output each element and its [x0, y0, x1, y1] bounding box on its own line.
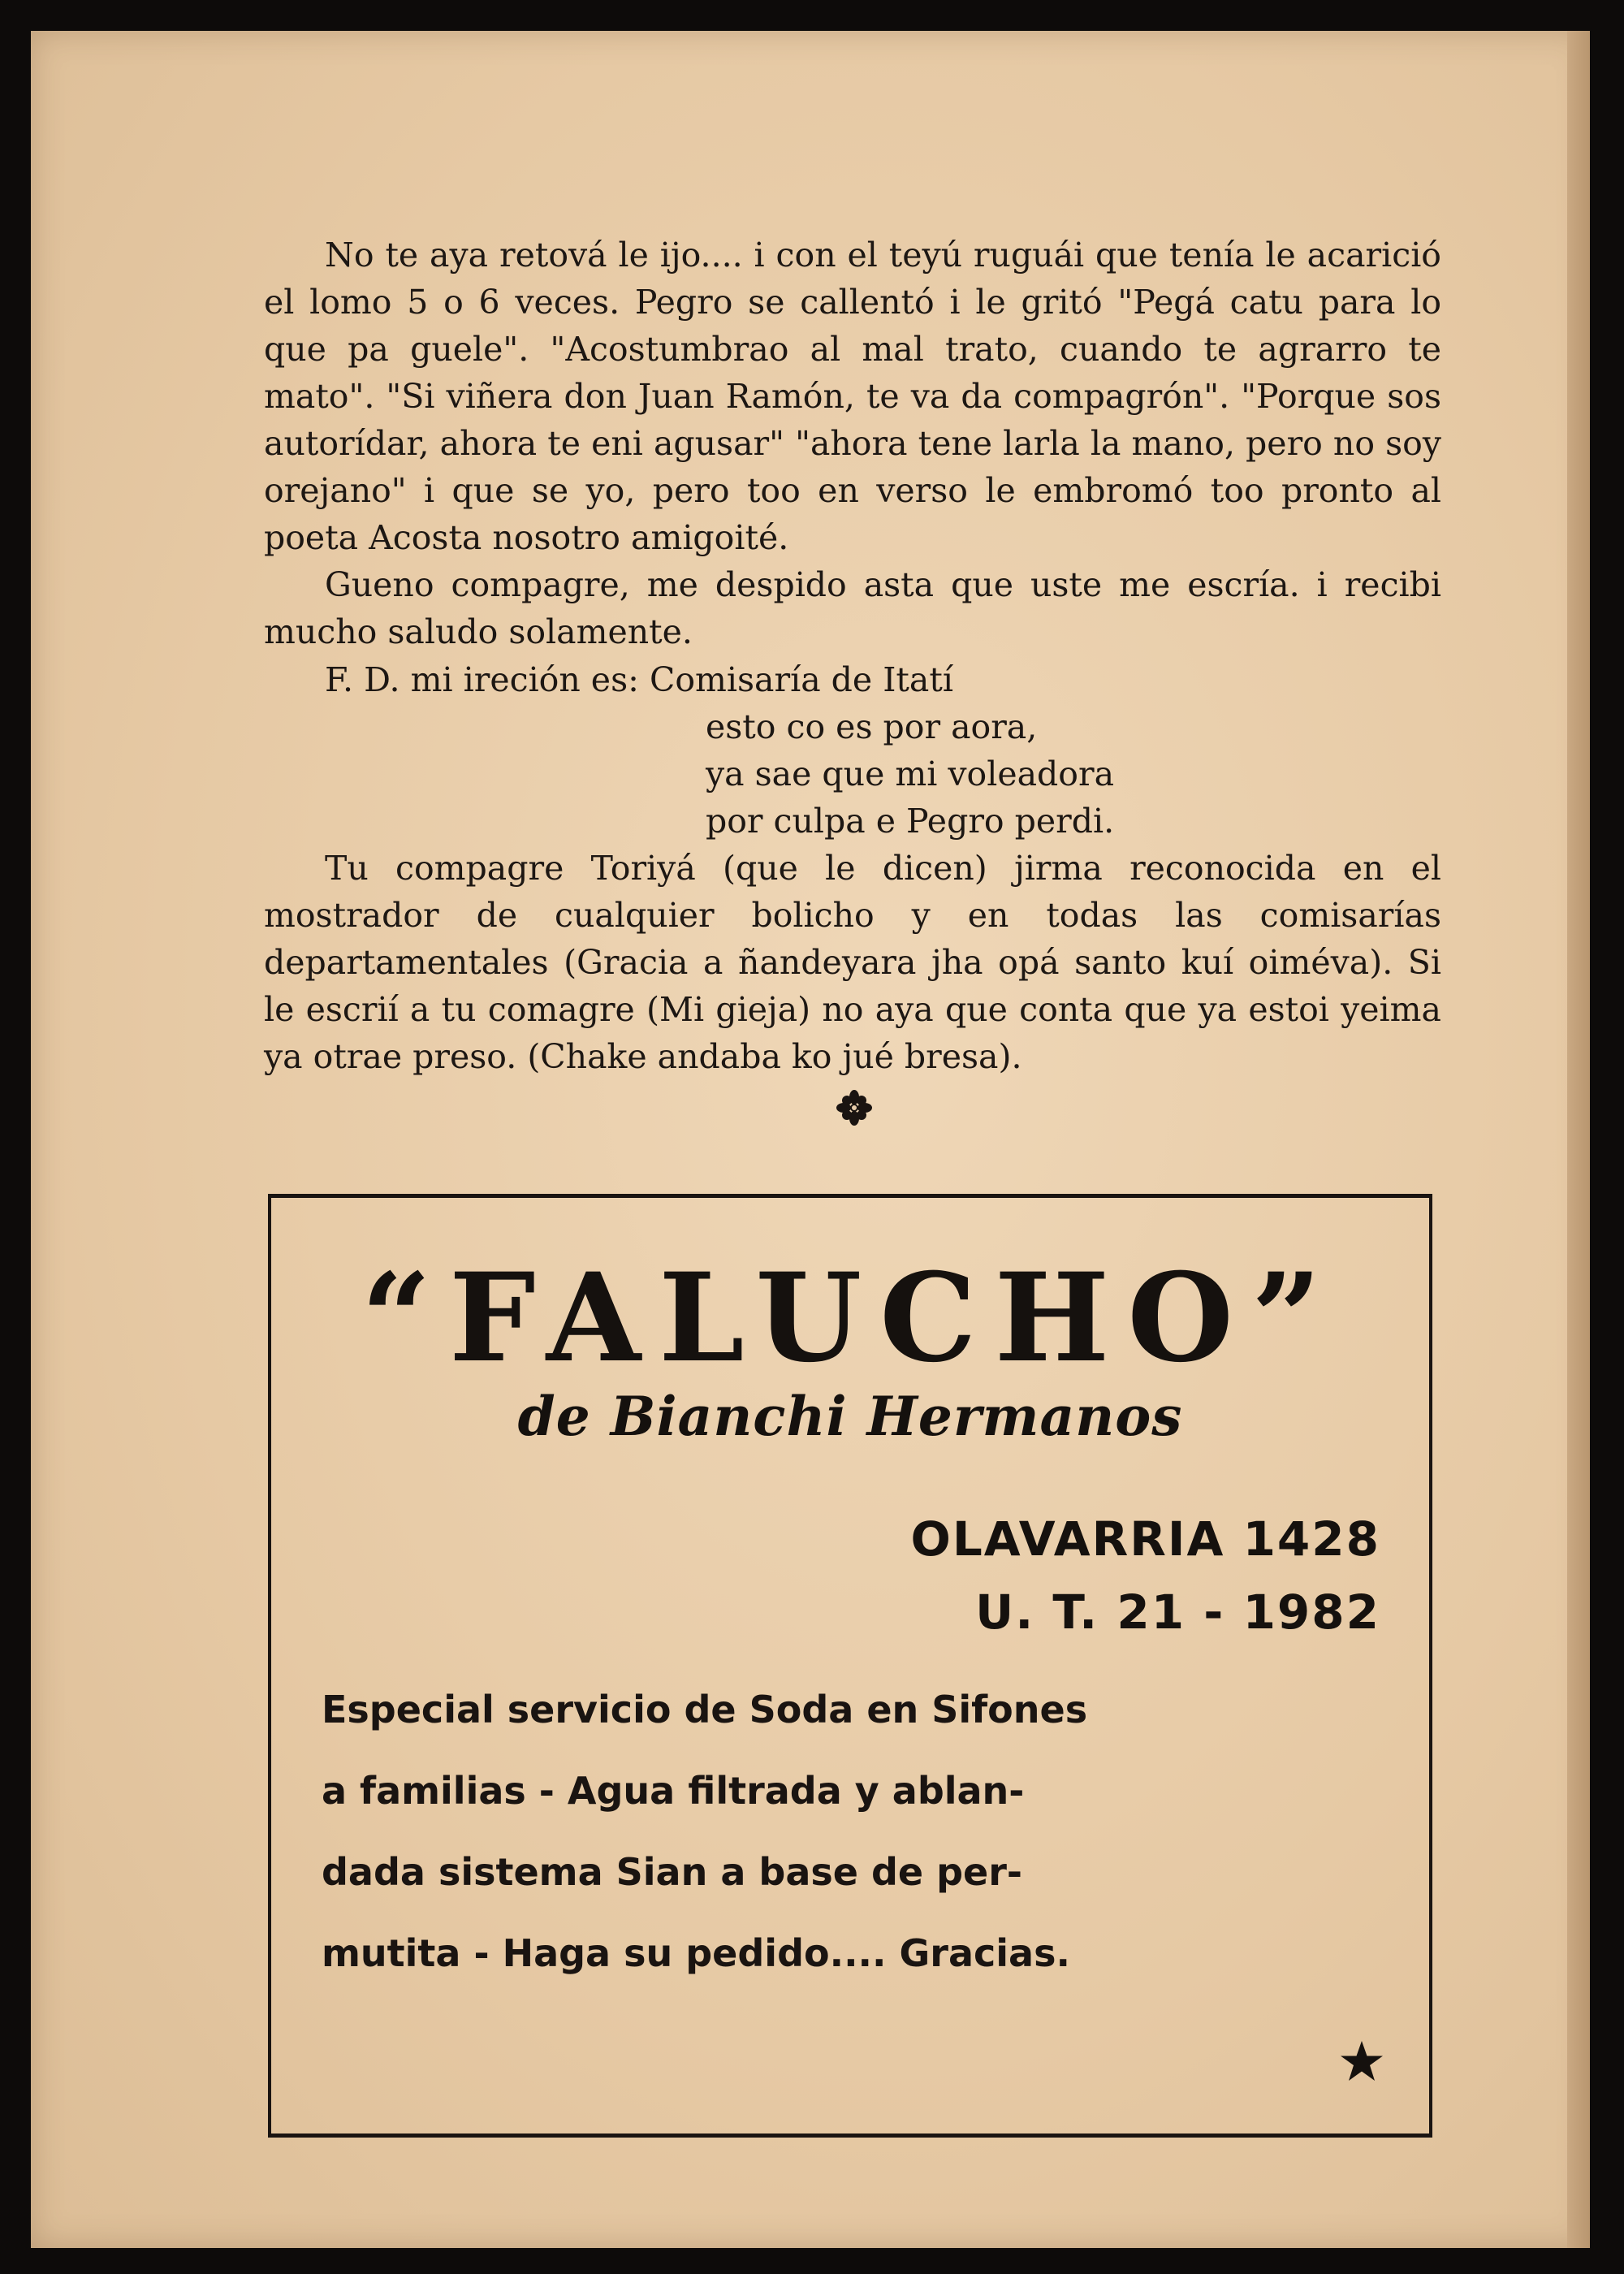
- ad-phone: U. T. 21 - 1982: [975, 1584, 1380, 1640]
- flower-ornament-icon: [836, 1090, 872, 1126]
- address-line-4: por culpa e Pegro perdi.: [706, 802, 1115, 841]
- postscript-first-row: [264, 656, 1320, 703]
- ad-description-line: mutita - Haga su pedido.... Gracias.: [322, 1931, 1070, 1975]
- postscript-label: F. D. mi ireción es:: [325, 660, 639, 699]
- paragraph-2: Gueno compagre, me despido asta que uste me escría. i recibi mucho saludo solamente.: [264, 565, 1441, 651]
- body-text: [264, 231, 1441, 655]
- advertisement-box: [268, 1194, 1432, 2138]
- star-icon: [1339, 2039, 1384, 2085]
- ad-street: OLAVARRIA 1428: [910, 1511, 1380, 1567]
- page-edge: [1567, 31, 1590, 2248]
- ad-title: “FALUCHO”: [361, 1247, 1340, 1390]
- ad-description-line: dada sistema Sian a base de per-: [322, 1850, 1023, 1894]
- paragraph-1: No te aya retová le ijo.... i con el teyú ruguái que tenía le acarició el lomo 5 o 6 veces. Pegro se callentó i le gritó "Pegá catu para lo que pa guele". "Acostumbrao al mal trato, cuando te agrarro te mato". "Si viñera don Juan Ramón, te va da compagrón". "Porque sos autorídar, ahora te eni agusar" "ahora tene larla la mano, pero no soy orejano" i que se yo, pero too en verso le embromó too pronto al poeta Acosta nosotro amigoité.: [264, 236, 1441, 557]
- address-line-3: ya sae que mi voleadora: [706, 754, 1115, 793]
- paragraph-3: Tu compagre Toriyá (que le dicen) jirma reconocida en el mostrador de cualquier bolicho y en todas las comisarías departamentales (Gracia a ñandeyara jha opá santo kuí oiméva). Si le escrií a tu comagre (Mi gieja) no aya que conta que ya estoi yeima ya otrae preso. (Chake andaba ko jué bresa).: [264, 849, 1441, 1076]
- ad-description: [322, 1669, 1182, 1994]
- closing-text: [264, 845, 1441, 1080]
- postscript: [264, 656, 1320, 845]
- address-line-1: Comisaría de Itatí: [649, 660, 953, 699]
- address-line-2: esto co es por aora,: [706, 707, 1038, 746]
- ad-subtitle: de Bianchi Hermanos: [517, 1385, 1183, 1448]
- ad-description-line: Especial servicio de Soda en Sifones: [322, 1688, 1088, 1731]
- ad-address: [911, 1502, 1380, 1649]
- ad-description-line: a familias - Agua filtrada y ablan-: [322, 1769, 1025, 1813]
